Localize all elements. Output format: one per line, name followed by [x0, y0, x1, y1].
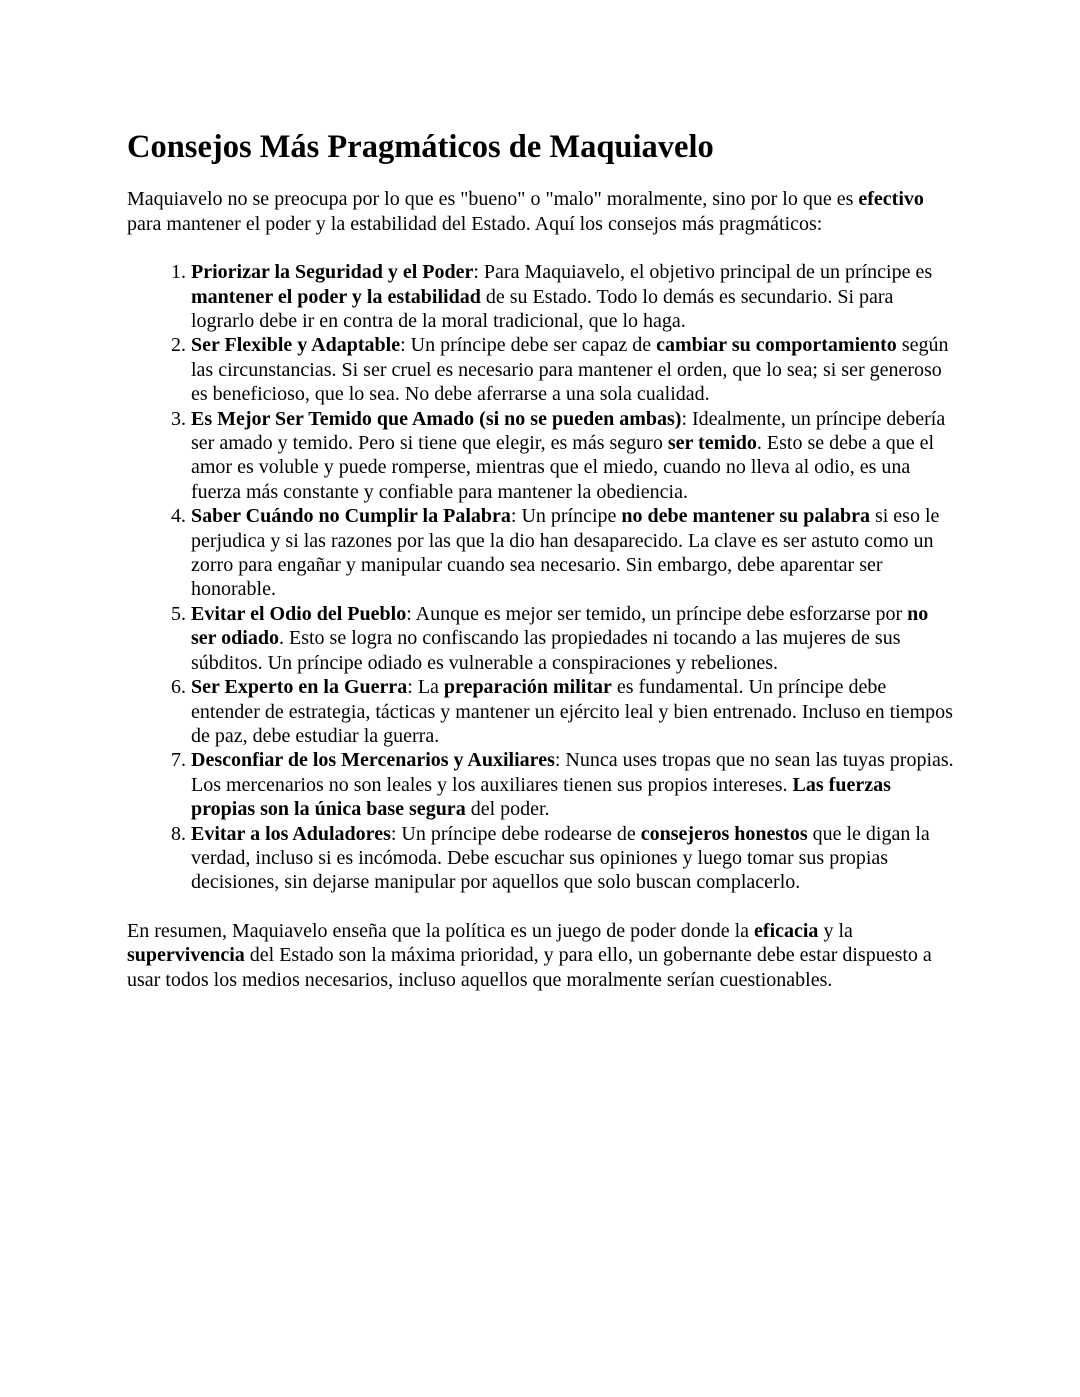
item-heading: Evitar el Odio del Pueblo [191, 602, 407, 625]
item-text: según las circunstancias. Si ser cruel es necesario para mantener el orden, que lo sea; si ser generoso es beneficioso, que lo sea. No debe aferrarse a una sola cualidad. [191, 334, 949, 406]
summary-text: En resumen, Maquiavelo enseña que la política es un juego de poder donde la [127, 919, 755, 942]
item-text: : Un príncipe debe ser capaz de [400, 334, 657, 357]
item-text: : Un príncipe debe rodearse de [390, 822, 641, 845]
list-item [191, 675, 957, 748]
item-emphasis: ser temido [667, 432, 757, 455]
advice-list [127, 260, 957, 895]
list-item [191, 504, 957, 602]
intro-text: Maquiavelo no se preocupa por lo que es "bueno" o "malo" moralmente, sino por lo que es [127, 188, 859, 210]
item-text: : La [407, 676, 444, 699]
item-emphasis: consejeros honestos [640, 822, 808, 845]
summary-bold: eficacia [754, 919, 819, 942]
item-text: : Un príncipe [510, 505, 622, 528]
summary-paragraph [127, 919, 957, 993]
item-emphasis: mantener el poder y la estabilidad [191, 285, 481, 308]
intro-paragraph [127, 187, 957, 236]
intro-text: para mantener el poder y la estabilidad del Estado. Aquí los consejos más pragmáticos: [127, 212, 823, 235]
item-text: de su Estado. Todo lo demás es secundario. Si para lograrlo debe ir en contra de la moral tradicional, que lo haga. [191, 285, 894, 332]
list-item [191, 602, 957, 675]
item-text: es fundamental. Un príncipe debe entender de estrategia, tácticas y mantener un ejército leal y bien entrenado. Incluso en tiempos de paz, debe estudiar la guerra. [191, 676, 953, 747]
item-text: : Para Maquiavelo, el objetivo principal de un príncipe es [473, 261, 933, 284]
item-text: . Esto se debe a que el amor es voluble y puede romperse, mientras que el miedo, cuando no lleva al odio, es una fuerza más constante y confiable para mantener la obediencia. [191, 432, 935, 503]
item-heading: Es Mejor Ser Temido que Amado (si no se pueden ambas) [191, 407, 682, 430]
list-item [191, 822, 957, 895]
summary-bold: supervivencia [127, 944, 245, 967]
document-page [127, 126, 957, 993]
item-text: del poder. [465, 798, 550, 821]
list-item [191, 407, 957, 505]
item-heading: Ser Flexible y Adaptable [191, 334, 401, 357]
item-emphasis: no ser odiado [191, 602, 929, 650]
item-text: si eso le perjudica y si las razones por las que la dio han desaparecido. La clave es ser astuto como un zorro para engañar y manipular cuando sea necesario. Sin embargo, debe aparentar ser honorable. [191, 505, 940, 601]
item-text: : Nunca uses tropas que no sean las tuyas propias. Los mercenarios no son leales y los auxiliares tienen sus propios intereses. [191, 749, 954, 796]
item-text: : Idealmente, un príncipe debería ser amado y temido. Pero si tiene que elegir, es más seguro [191, 407, 946, 455]
list-item [191, 748, 957, 821]
page-title: Consejos Más Pragmáticos de Maquiavelo [127, 129, 714, 165]
item-text: : Aunque es mejor ser temido, un príncipe debe esforzarse por [406, 602, 908, 625]
item-heading: Priorizar la Seguridad y el Poder [191, 261, 474, 284]
intro-bold: efectivo [858, 188, 924, 210]
item-text: . Esto se logra no confiscando las propiedades ni tocando a las mujeres de sus súbditos. Un príncipe odiado es vulnerable a conspiraciones y rebeliones. [191, 627, 901, 674]
item-emphasis: Las fuerzas propias son la única base segura [191, 773, 891, 821]
item-emphasis: preparación militar [443, 676, 612, 699]
item-heading: Desconfiar de los Mercenarios y Auxiliares [191, 749, 555, 772]
item-emphasis: no debe mantener su palabra [621, 505, 870, 528]
item-heading: Saber Cuándo no Cumplir la Palabra [191, 505, 511, 528]
summary-text: del Estado son la máxima prioridad, y para ello, un gobernante debe estar dispuesto a usar todos los medios necesarios, incluso aquellos que moralmente serían cuestionables. [127, 944, 932, 991]
item-emphasis: cambiar su comportamiento [656, 334, 897, 357]
item-heading: Ser Experto en la Guerra [191, 676, 408, 699]
item-heading: Evitar a los Aduladores [191, 822, 391, 845]
summary-text: y la [818, 919, 853, 942]
list-item [191, 333, 957, 406]
item-text: que le digan la verdad, incluso si es incómoda. Debe escuchar sus opiniones y luego tomar sus propias decisiones, sin dejarse manipular por aquellos que solo buscan complacerlo. [191, 822, 930, 894]
list-item [191, 260, 957, 333]
